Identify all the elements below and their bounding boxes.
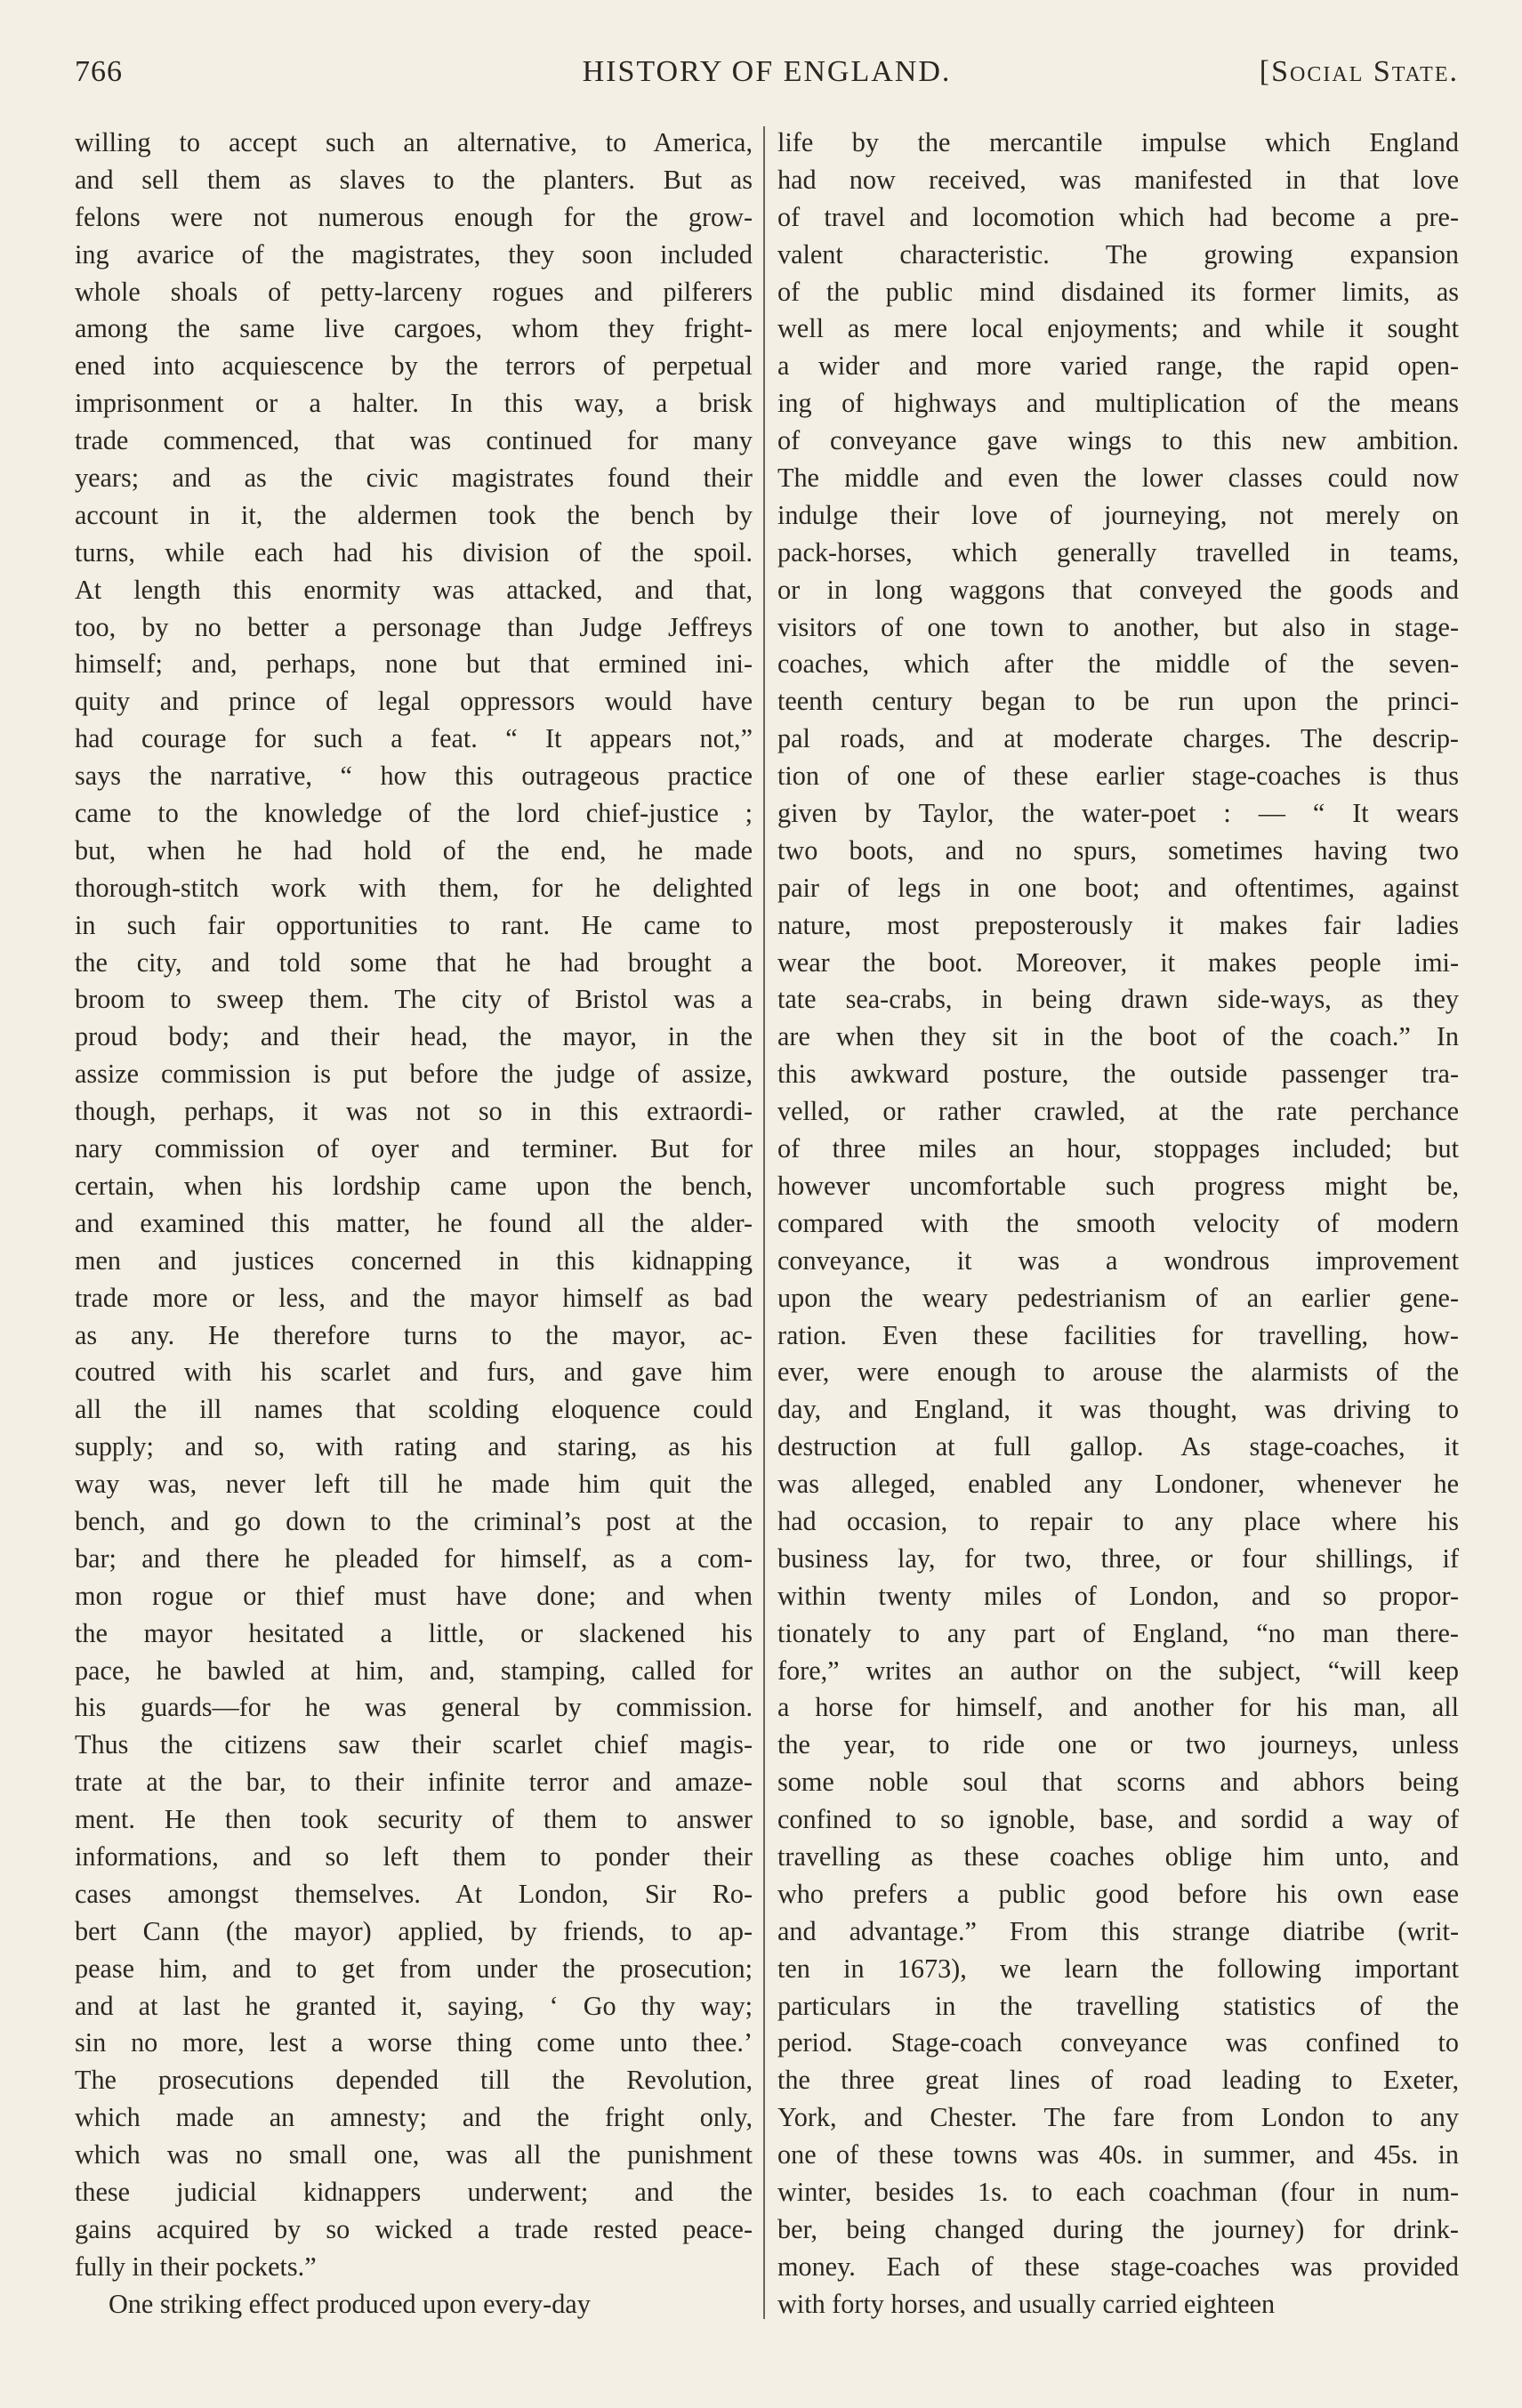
text-line: conveyance, it was a wondrous improvement xyxy=(777,1244,1459,1276)
text-line: of travel and locomotion which had become a pre- xyxy=(777,201,1459,232)
text-line: gains acquired by so wicked a trade rested peace- xyxy=(75,2213,753,2244)
text-line: men and justices concerned in this kidnapping xyxy=(75,1244,753,1276)
text-line: winter, besides 1s. to each coachman (four in num- xyxy=(777,2176,1459,2207)
text-line: says the narrative, “ how this outrageous practice xyxy=(75,761,753,792)
text-line: coaches, which after the middle of the seven- xyxy=(777,648,1459,680)
text-line: supply; and so, with rating and staring, as his xyxy=(75,1431,753,1462)
text-line: ever, were enough to arouse the alarmists of the xyxy=(777,1357,1459,1388)
running-head xyxy=(75,55,1459,94)
text-line: two boots, and no spurs, sometimes having two xyxy=(777,834,1459,866)
column-divider xyxy=(763,126,765,2319)
text-line: as any. He therefore turns to the mayor, ac- xyxy=(75,1319,753,1350)
text-line: a wider and more varied range, the rapid open- xyxy=(777,350,1459,382)
text-line: life by the mercantile impulse which England xyxy=(777,127,1459,157)
text-line: within twenty miles of London, and so propor- xyxy=(777,1580,1459,1611)
text-line: some noble soul that scorns and abhors being xyxy=(777,1767,1459,1798)
text-line: among the same live cargoes, whom they fright- xyxy=(75,313,753,344)
text-line: trate at the bar, to their infinite terror and amaze- xyxy=(75,1767,753,1798)
text-line: cases amongst themselves. At London, Sir Ro- xyxy=(75,1878,753,1909)
text-line: assize commission is put before the judge of assize, xyxy=(75,1059,753,1090)
text-line: which was no small one, was all the punishment xyxy=(75,2139,753,2170)
text-line: account in it, the aldermen took the bench by xyxy=(75,499,753,530)
text-line: of the public mind disdained its former limits, as xyxy=(777,276,1459,307)
text-line: velled, or rather crawled, at the rate perchance xyxy=(777,1096,1459,1127)
text-line: sin no more, lest a worse thing come unto thee.’ xyxy=(75,2027,753,2058)
text-line: and at last he granted it, saying, ‘ Go thy way; xyxy=(75,1990,753,2021)
text-line: are when they sit in the boot of the coach.” In xyxy=(777,1021,1459,1052)
text-line: the city, and told some that he had brought a xyxy=(75,946,753,978)
text-line: which made an amnesty; and the fright only, xyxy=(75,2102,753,2133)
text-line: ing avarice of the magistrates, they soon included xyxy=(75,238,753,270)
text-line: coutred with his scarlet and furs, and gave him xyxy=(75,1357,753,1388)
text-line: felons were not numerous enough for the grow- xyxy=(75,201,753,232)
text-line: all the ill names that scolding eloquence could xyxy=(75,1394,753,1425)
text-line: however uncomfortable such progress might be, xyxy=(777,1170,1459,1201)
text-line: upon the weary pedestrianism of an earlier gene- xyxy=(777,1282,1459,1313)
text-line: and examined this matter, he found all the alder- xyxy=(75,1207,753,1238)
text-line: himself; and, perhaps, none but that ermined ini- xyxy=(75,648,753,680)
text-line: broom to sweep them. The city of Bristol was a xyxy=(75,984,753,1015)
text-line: his guards—for he was general by commission. xyxy=(75,1692,753,1723)
text-line: business lay, for two, three, or four shillings, if xyxy=(777,1542,1459,1574)
text-line: pease him, and to get from under the prosecution; xyxy=(75,1953,753,1984)
text-line: ened into acquiescence by the terrors of perpetual xyxy=(75,350,753,382)
text-line: ment. He then took security of them to answer xyxy=(75,1804,753,1835)
text-line: imprisonment or a halter. In this way, a brisk xyxy=(75,388,753,419)
right-column xyxy=(777,125,1459,2323)
text-line: The middle and even the lower classes could now xyxy=(777,463,1459,494)
text-line: compared with the smooth velocity of modern xyxy=(777,1207,1459,1238)
text-line: fore,” writes an author on the subject, “will keep xyxy=(777,1655,1459,1686)
text-line: the three great lines of road leading to Exeter, xyxy=(777,2065,1459,2096)
text-line: this awkward posture, the outside passenger tra- xyxy=(777,1059,1459,1090)
text-line: and advantage.” From this strange diatribe (writ- xyxy=(777,1915,1459,1946)
text-line: pal roads, and at moderate charges. The descrip- xyxy=(777,723,1459,754)
text-line: though, perhaps, it was not so in this extraordi- xyxy=(75,1096,753,1127)
text-line: the mayor hesitated a little, or slackened his xyxy=(75,1617,753,1648)
text-line: in such fair opportunities to rant. He came to xyxy=(75,909,753,940)
text-line: tate sea-crabs, in being drawn side-ways, as they xyxy=(777,984,1459,1015)
text-line: trade more or less, and the mayor himself as bad xyxy=(75,1282,753,1313)
left-column xyxy=(75,125,753,2323)
text-line: pair of legs in one boot; and oftentimes, against xyxy=(777,872,1459,903)
text-line: fully in their pockets.” xyxy=(75,2251,317,2282)
text-line: money. Each of these stage-coaches was provided xyxy=(777,2251,1459,2282)
text-line: ber, being changed during the journey) for drink- xyxy=(777,2213,1459,2244)
text-line: or in long waggons that conveyed the goods and xyxy=(777,574,1459,605)
text-line: willing to accept such an alternative, to America, xyxy=(75,127,753,157)
text-line: of three miles an hour, stoppages included; but xyxy=(777,1133,1459,1164)
text-line: indulge their love of journeying, not merely on xyxy=(777,499,1459,530)
text-line: too, by no better a personage than Judge Jeffreys xyxy=(75,611,753,642)
text-line: given by Taylor, the water-poet : — “ It wears xyxy=(777,798,1459,829)
text-line: way was, never left till he made him quit the xyxy=(75,1469,753,1500)
text-line: pace, he bawled at him, and, stamping, called for xyxy=(75,1655,753,1686)
text-line: certain, when his lordship came upon the bench, xyxy=(75,1170,753,1201)
text-line: travelling as these coaches oblige him unto, and xyxy=(777,1840,1459,1872)
text-line: Thus the citizens saw their scarlet chief magis- xyxy=(75,1729,753,1760)
text-line: ration. Even these facilities for travelling, how- xyxy=(777,1319,1459,1350)
text-line: bar; and there he pleaded for himself, as a com- xyxy=(75,1542,753,1574)
text-line: ten in 1673), we learn the following important xyxy=(777,1953,1459,1984)
text-line: day, and England, it was thought, was driving to xyxy=(777,1394,1459,1425)
text-line: York, and Chester. The fare from London to any xyxy=(777,2102,1459,2133)
text-line: and sell them as slaves to the planters. But as xyxy=(75,164,753,195)
text-line: mon rogue or thief must have done; and when xyxy=(75,1580,753,1611)
text-line: period. Stage-coach conveyance was confined to xyxy=(777,2027,1459,2058)
text-line: wear the boot. Moreover, it makes people imi- xyxy=(777,946,1459,978)
text-line: quity and prince of legal oppressors would have xyxy=(75,686,753,717)
section-title: [Social State. xyxy=(1259,55,1459,88)
text-line: teenth century began to be run upon the princi- xyxy=(777,686,1459,717)
text-line: The prosecutions depended till the Revolution, xyxy=(75,2065,753,2096)
text-line: tionately to any part of England, “no man there- xyxy=(777,1617,1459,1648)
text-line: bert Cann (the mayor) applied, by friends, to ap- xyxy=(75,1915,753,1946)
text-line: of conveyance gave wings to this new ambition. xyxy=(777,425,1459,456)
text-line: pack-horses, which generally travelled in teams, xyxy=(777,536,1459,568)
text-line: but, when he had hold of the end, he made xyxy=(75,834,753,866)
text-line: years; and as the civic magistrates found their xyxy=(75,463,753,494)
text-line: nary commission of oyer and terminer. But for xyxy=(75,1133,753,1164)
page-number: 766 xyxy=(75,55,123,88)
text-line: At length this enormity was attacked, and that, xyxy=(75,574,753,605)
text-line: the year, to ride one or two journeys, unless xyxy=(777,1729,1459,1760)
text-line: tion of one of these earlier stage-coaches is thus xyxy=(777,761,1459,792)
text-line: these judicial kidnappers underwent; and the xyxy=(75,2176,753,2207)
text-line: a horse for himself, and another for his man, all xyxy=(777,1692,1459,1723)
text-line: valent characteristic. The growing expansion xyxy=(777,238,1459,270)
text-line: whole shoals of petty-larceny rogues and pilferers xyxy=(75,276,753,307)
text-line: had now received, was manifested in that love xyxy=(777,164,1459,195)
text-line: ing of highways and multiplication of the means xyxy=(777,388,1459,419)
text-line: trade commenced, that was continued for many xyxy=(75,425,753,456)
text-line: was alleged, enabled any Londoner, whenever he xyxy=(777,1469,1459,1500)
text-line: had occasion, to repair to any place where his xyxy=(777,1505,1459,1536)
text-line: proud body; and their head, the mayor, in the xyxy=(75,1021,753,1052)
text-line: particulars in the travelling statistics of the xyxy=(777,1990,1459,2021)
text-line: well as mere local enjoyments; and while it sought xyxy=(777,313,1459,344)
text-line: thorough-stitch work with them, for he delighted xyxy=(75,872,753,903)
text-line: informations, and so left them to ponder their xyxy=(75,1840,753,1872)
running-title: HISTORY OF ENGLAND. xyxy=(582,55,952,88)
text-line: One striking effect produced upon every-day xyxy=(109,2288,591,2319)
text-line: destruction at full gallop. As stage-coaches, it xyxy=(777,1431,1459,1462)
text-line: nature, most preposterously it makes fair ladies xyxy=(777,909,1459,940)
text-line: one of these towns was 40s. in summer, and 45s. in xyxy=(777,2139,1459,2170)
text-line: had courage for such a feat. “ It appears not,” xyxy=(75,723,753,754)
text-line: turns, while each had his division of the spoil. xyxy=(75,536,753,568)
text-line: visitors of one town to another, but also in stage- xyxy=(777,611,1459,642)
text-line: bench, and go down to the criminal’s post at the xyxy=(75,1505,753,1536)
text-line: who prefers a public good before his own ease xyxy=(777,1878,1459,1909)
text-line: with forty horses, and usually carried eighteen xyxy=(777,2288,1276,2319)
text-line: came to the knowledge of the lord chief-justice ; xyxy=(75,798,753,829)
text-line: confined to so ignoble, base, and sordid a way of xyxy=(777,1804,1459,1835)
